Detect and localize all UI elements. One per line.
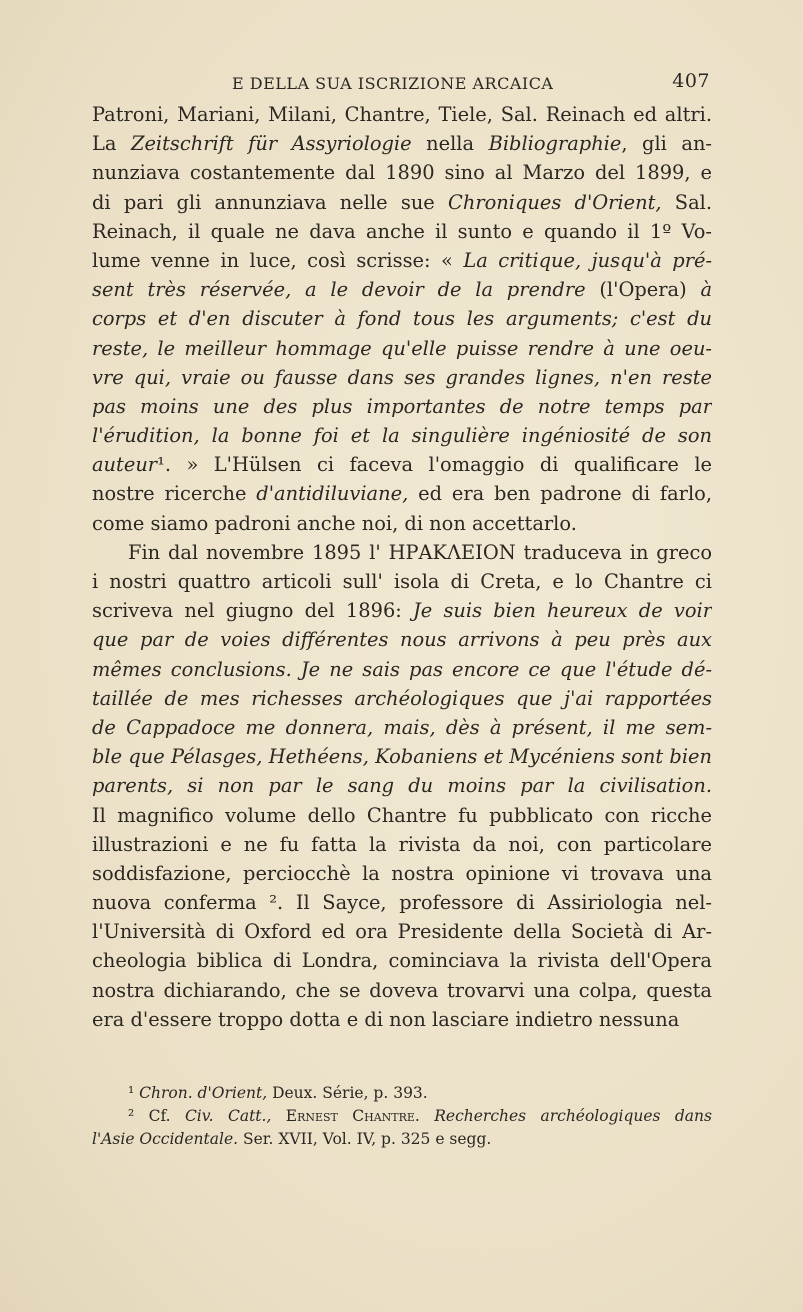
text-line xyxy=(92,684,712,713)
text-line xyxy=(92,334,712,363)
italic-text: sent très réservée, a le devoir de la prendre xyxy=(92,278,586,302)
text-segment: Ser. XVII, Vol. IV, p. 325 e segg. xyxy=(238,1130,492,1148)
text-segment: (l'Opera) xyxy=(585,278,701,302)
text-segment: ¹. » L'Hülsen ci faceva l'omaggio di qualificare le xyxy=(157,453,712,477)
footnote-line xyxy=(92,1128,712,1151)
text-line xyxy=(92,976,712,1005)
text-line xyxy=(92,946,712,975)
text-line xyxy=(92,917,712,946)
text-line xyxy=(92,246,712,275)
italic-text: à xyxy=(700,278,712,302)
italic-text: que par de voies différentes nous arrivons à peu près aux xyxy=(92,628,712,652)
text-line xyxy=(92,100,712,129)
italic-text: Zeitschrift für Assyriologie xyxy=(130,132,412,156)
text-segment: ed era ben padrone di farlo, xyxy=(408,482,712,506)
text-line xyxy=(92,479,712,508)
footnotes xyxy=(92,1082,712,1151)
text-segment: lume venne in luce, così scrisse: « xyxy=(92,248,464,272)
text-segment: ¹ xyxy=(128,1084,140,1102)
text-line xyxy=(92,538,712,567)
text-segment: nostre ricerche xyxy=(92,482,257,506)
text-line xyxy=(92,304,712,333)
text-segment xyxy=(271,1107,285,1125)
text-segment: Deux. Série, p. 393. xyxy=(267,1084,428,1102)
text-segment: ² Cf. xyxy=(128,1107,185,1125)
text-segment xyxy=(420,1107,434,1125)
text-line xyxy=(92,363,712,392)
text-segment: Il magnifico volume dello Chantre fu pubblicato con ricche xyxy=(92,803,712,827)
italic-text: parents, si non par le sang du moins par la civilisation. xyxy=(92,774,712,798)
italic-text: d'antidiluviane, xyxy=(256,482,409,506)
text-segment: di pari gli annunziava nelle sue xyxy=(92,190,449,214)
italic-text: ble que Pélasges, Hethéens, Kobaniens et Mycéniens sont bien xyxy=(92,745,712,769)
text-line xyxy=(92,625,712,654)
text-segment: come siamo padroni anche noi, di non accettarlo. xyxy=(92,511,577,535)
text-line xyxy=(92,217,712,246)
text-segment: Sal. xyxy=(661,190,712,214)
italic-text: l'érudition, la bonne foi et la singulière ingéniosité de son xyxy=(92,424,712,448)
text-line xyxy=(92,275,712,304)
page-number: 407 xyxy=(672,70,710,92)
text-segment: era d'essere troppo dotta e di non lasciare indietro nessuna xyxy=(92,1007,680,1031)
footnote-line xyxy=(92,1105,712,1128)
text-segment: nostra dichiarando, che se doveva trovarvi una colpa, questa xyxy=(92,978,712,1002)
text-line xyxy=(92,713,712,742)
text-line xyxy=(92,859,712,888)
italic-text: Bibliographie xyxy=(488,132,622,156)
italic-text: corps et d'en discuter à fond tous les arguments; c'est du xyxy=(92,307,712,331)
text-segment: Fin dal novembre 1895 l' ΗΡΑΚΛΕΙΟΝ traduceva in greco xyxy=(128,540,712,564)
italic-text: mêmes conclusions. Je ne sais pas encore ce que l'étude dé- xyxy=(92,657,712,681)
text-line xyxy=(92,392,712,421)
text-segment: soddisfazione, perciocchè la nostra opinione vi trovava una xyxy=(92,861,712,885)
body-text xyxy=(92,100,712,1034)
text-line xyxy=(92,655,712,684)
text-line xyxy=(92,129,712,158)
italic-text: La critique, jusqu'à pré- xyxy=(463,248,712,272)
text-line xyxy=(92,801,712,830)
footnote-line xyxy=(92,1082,712,1105)
text-segment: nuova conferma ². Il Sayce, professore di Assiriologia nel- xyxy=(92,891,712,915)
text-segment: Reinach, il quale ne dava anche il sunto e quando il 1º Vo- xyxy=(92,219,712,243)
italic-text: de Cappadoce me donnera, mais, dès à présent, il me sem- xyxy=(92,715,712,739)
text-line xyxy=(92,158,712,187)
text-line xyxy=(92,742,712,771)
text-line xyxy=(92,830,712,859)
text-line xyxy=(92,567,712,596)
italic-text: pas moins une des plus importantes de notre temps par xyxy=(92,394,712,418)
italic-text: Chron. d'Orient, xyxy=(139,1084,268,1102)
italic-text: reste, le meilleur hommage qu'elle puisse rendre à une oeu- xyxy=(92,336,712,360)
text-line xyxy=(92,509,712,538)
italic-text: Civ. Catt., xyxy=(184,1107,272,1125)
italic-text: auteur xyxy=(92,453,158,477)
text-segment: scriveva nel giugno del 1896: xyxy=(92,599,413,623)
italic-text: Chroniques d'Orient, xyxy=(448,190,662,214)
page-header xyxy=(232,70,710,98)
italic-text: Recherches archéologiques dans xyxy=(434,1107,712,1125)
text-segment: La xyxy=(92,132,131,156)
text-segment: , gli an- xyxy=(621,132,712,156)
italic-text: taillée de mes richesses archéologiques que j'ai rapportées xyxy=(92,686,712,710)
text-segment: illustrazioni e ne fu fatta la rivista da noi, con particolare xyxy=(92,832,712,856)
text-segment: l'Università di Oxford ed ora Presidente della Società di Ar- xyxy=(92,920,712,944)
text-line xyxy=(92,888,712,917)
italic-text: Je suis bien heureux de voir xyxy=(413,599,712,623)
text-segment: nunziava costantemente dal 1890 sino al Marzo del 1899, e xyxy=(92,161,712,185)
italic-text: vre qui, vraie ou fausse dans ses grandes lignes, n'en reste xyxy=(92,365,712,389)
italic-text: l'Asie Occidentale. xyxy=(92,1130,239,1148)
text-line xyxy=(92,771,712,800)
text-segment: Patroni, Mariani, Milani, Chantre, Tiele, Sal. Reinach ed altri. xyxy=(92,103,712,126)
text-segment: Ernest Chantre. xyxy=(285,1107,420,1125)
text-segment: nella xyxy=(411,132,489,156)
text-line xyxy=(92,421,712,450)
text-line xyxy=(92,596,712,625)
text-line xyxy=(92,188,712,217)
running-title: E DELLA SUA ISCRIZIONE ARCAICA xyxy=(232,74,554,93)
text-line xyxy=(92,450,712,479)
text-line xyxy=(92,1005,712,1034)
text-segment: cheologia biblica di Londra, cominciava la rivista dell'Opera xyxy=(92,949,712,973)
text-segment: i nostri quattro articoli sull' isola di Creta, e lo Chantre ci xyxy=(92,570,712,593)
